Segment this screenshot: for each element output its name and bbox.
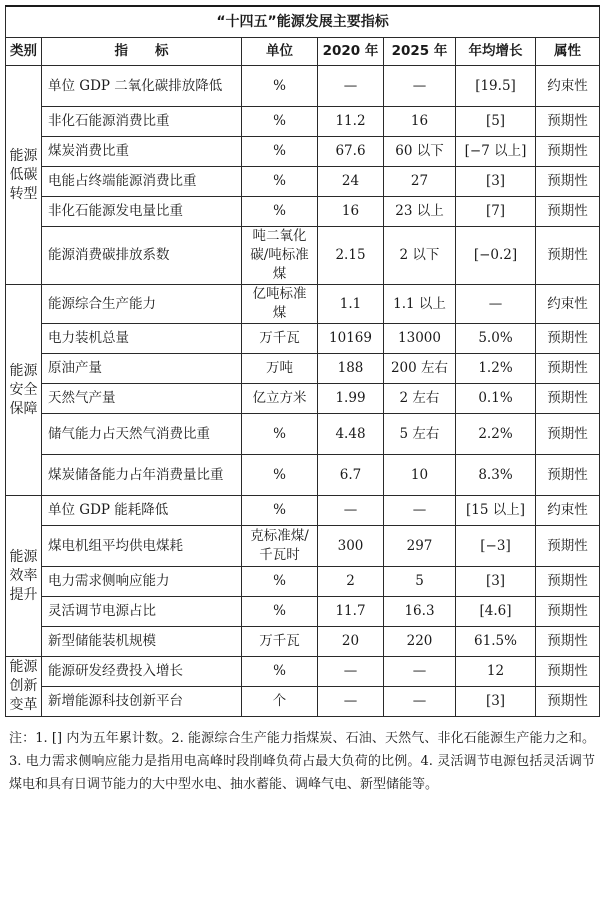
y2025-cell: 23 以上 — [384, 197, 456, 227]
growth-cell: [15 以上] — [456, 496, 536, 526]
unit-cell: % — [242, 597, 318, 627]
growth-cell: [19.5] — [456, 66, 536, 107]
table-row — [6, 167, 600, 197]
y2025-cell: 16.3 — [384, 597, 456, 627]
table-row — [6, 687, 600, 717]
attribute-cell: 预期性 — [536, 324, 600, 354]
growth-cell: [7] — [456, 197, 536, 227]
table-row — [6, 384, 600, 414]
growth-cell: [−0.2] — [456, 227, 536, 285]
table-row — [6, 496, 600, 526]
unit-cell: % — [242, 567, 318, 597]
attribute-cell: 预期性 — [536, 687, 600, 717]
growth-cell: 0.1% — [456, 384, 536, 414]
attribute-cell: 预期性 — [536, 384, 600, 414]
attribute-cell: 预期性 — [536, 354, 600, 384]
y2020-cell: — — [318, 496, 384, 526]
y2020-cell: 1.1 — [318, 285, 384, 324]
table-title: “十四五”能源发展主要指标 — [6, 6, 600, 38]
y2025-cell: — — [384, 496, 456, 526]
category-label: 能源 — [9, 147, 38, 164]
y2025-cell: 2 以下 — [384, 227, 456, 285]
y2020-cell: — — [318, 66, 384, 107]
growth-cell: [3] — [456, 687, 536, 717]
y2020-cell: 24 — [318, 167, 384, 197]
category-cell — [6, 66, 42, 285]
table-row — [6, 414, 600, 455]
y2020-cell: 2 — [318, 567, 384, 597]
indicator-cell: 储气能力占天然气消费比重 — [42, 414, 242, 455]
table-row — [6, 197, 600, 227]
y2020-cell: 16 — [318, 197, 384, 227]
growth-cell: 1.2% — [456, 354, 536, 384]
table-row — [6, 227, 600, 285]
y2025-cell: — — [384, 66, 456, 107]
y2020-cell: 11.2 — [318, 107, 384, 137]
table-row — [6, 66, 600, 107]
indicator-cell: 单位 GDP 能耗降低 — [42, 496, 242, 526]
indicator-cell: 电力需求侧响应能力 — [42, 567, 242, 597]
attribute-cell: 预期性 — [536, 657, 600, 687]
attribute-cell: 预期性 — [536, 597, 600, 627]
unit-cell: 万千瓦 — [242, 627, 318, 657]
attribute-cell: 预期性 — [536, 137, 600, 167]
y2025-cell: 5 左右 — [384, 414, 456, 455]
table-row — [6, 354, 600, 384]
y2020-cell: 1.99 — [318, 384, 384, 414]
unit-cell: % — [242, 66, 318, 107]
unit-cell: % — [242, 167, 318, 197]
indicator-cell: 新增能源科技创新平台 — [42, 687, 242, 717]
category-cell — [6, 657, 42, 717]
header-growth: 年均增长 — [456, 38, 536, 66]
y2020-cell: 300 — [318, 526, 384, 567]
y2025-cell: 16 — [384, 107, 456, 137]
header-unit: 单位 — [242, 38, 318, 66]
y2020-cell: 188 — [318, 354, 384, 384]
unit-cell: % — [242, 496, 318, 526]
unit-cell: 万吨 — [242, 354, 318, 384]
y2025-cell: 60 以下 — [384, 137, 456, 167]
category-label: 能源 — [9, 659, 38, 675]
unit-cell: % — [242, 657, 318, 687]
unit-cell: 克标准煤/千瓦时 — [242, 526, 318, 567]
attribute-cell: 预期性 — [536, 167, 600, 197]
attribute-cell: 预期性 — [536, 567, 600, 597]
table-row — [6, 597, 600, 627]
category-cell — [6, 496, 42, 657]
y2025-cell: 13000 — [384, 324, 456, 354]
indicator-cell: 非化石能源发电量比重 — [42, 197, 242, 227]
indicator-cell: 电能占终端能源消费比重 — [42, 167, 242, 197]
indicator-cell: 煤电机组平均供电煤耗 — [42, 526, 242, 567]
category-label: 效率 — [9, 567, 38, 584]
unit-cell: 个 — [242, 687, 318, 717]
y2020-cell: — — [318, 657, 384, 687]
unit-cell: % — [242, 107, 318, 137]
unit-cell: 亿立方米 — [242, 384, 318, 414]
indicator-cell: 能源消费碳排放系数 — [42, 227, 242, 285]
y2025-cell: 5 — [384, 567, 456, 597]
header-attribute: 属性 — [536, 38, 600, 66]
header-indicator: 指 标 — [42, 38, 242, 66]
unit-cell: 亿吨标准煤 — [242, 285, 318, 324]
growth-cell: 5.0% — [456, 324, 536, 354]
growth-cell: [5] — [456, 107, 536, 137]
attribute-cell: 约束性 — [536, 285, 600, 324]
attribute-cell: 预期性 — [536, 227, 600, 285]
growth-cell: — — [456, 285, 536, 324]
attribute-cell: 预期性 — [536, 107, 600, 137]
table-row — [6, 324, 600, 354]
category-label: 能源 — [9, 548, 38, 565]
indicator-cell: 煤炭储备能力占年消费量比重 — [42, 455, 242, 496]
y2020-cell: — — [318, 687, 384, 717]
category-label: 低碳 — [9, 166, 38, 183]
growth-cell: 2.2% — [456, 414, 536, 455]
header-category: 类别 — [6, 38, 42, 66]
y2025-cell: 1.1 以上 — [384, 285, 456, 324]
attribute-cell: 预期性 — [536, 414, 600, 455]
table-row — [6, 627, 600, 657]
unit-cell: % — [242, 197, 318, 227]
table-row — [6, 137, 600, 167]
attribute-cell: 约束性 — [536, 496, 600, 526]
category-label: 创新 — [9, 678, 38, 694]
y2025-cell: 10 — [384, 455, 456, 496]
y2025-cell: 2 左右 — [384, 384, 456, 414]
unit-cell: % — [242, 137, 318, 167]
attribute-cell: 预期性 — [536, 627, 600, 657]
category-label: 保障 — [9, 400, 38, 417]
category-label: 转型 — [9, 185, 38, 202]
header-2020: 2020 年 — [318, 38, 384, 66]
category-label: 提升 — [9, 586, 38, 603]
y2020-cell: 67.6 — [318, 137, 384, 167]
header-2025: 2025 年 — [384, 38, 456, 66]
attribute-cell: 预期性 — [536, 455, 600, 496]
y2020-cell: 2.15 — [318, 227, 384, 285]
y2025-cell: — — [384, 687, 456, 717]
unit-cell: % — [242, 414, 318, 455]
table-row — [6, 526, 600, 567]
unit-cell: 吨二氧化碳/吨标准煤 — [242, 227, 318, 285]
indicator-cell: 电力装机总量 — [42, 324, 242, 354]
y2025-cell: 297 — [384, 526, 456, 567]
growth-cell: [4.6] — [456, 597, 536, 627]
y2020-cell: 20 — [318, 627, 384, 657]
growth-cell: [3] — [456, 567, 536, 597]
y2020-cell: 11.7 — [318, 597, 384, 627]
y2020-cell: 4.48 — [318, 414, 384, 455]
indicator-cell: 原油产量 — [42, 354, 242, 384]
attribute-cell: 约束性 — [536, 66, 600, 107]
y2025-cell: 200 左右 — [384, 354, 456, 384]
table-row — [6, 285, 600, 324]
y2020-cell: 10169 — [318, 324, 384, 354]
growth-cell: [3] — [456, 167, 536, 197]
category-label: 能源 — [9, 362, 38, 379]
y2025-cell: 27 — [384, 167, 456, 197]
y2020-cell: 6.7 — [318, 455, 384, 496]
indicator-cell: 非化石能源消费比重 — [42, 107, 242, 137]
growth-cell: 61.5% — [456, 627, 536, 657]
growth-cell: 12 — [456, 657, 536, 687]
indicator-cell: 新型储能装机规模 — [42, 627, 242, 657]
table-row — [6, 455, 600, 496]
indicator-cell: 天然气产量 — [42, 384, 242, 414]
growth-cell: [−7 以上] — [456, 137, 536, 167]
indicator-cell: 灵活调节电源占比 — [42, 597, 242, 627]
y2025-cell: 220 — [384, 627, 456, 657]
growth-cell: 8.3% — [456, 455, 536, 496]
unit-cell: % — [242, 455, 318, 496]
unit-cell: 万千瓦 — [242, 324, 318, 354]
category-label: 变革 — [9, 697, 38, 713]
table-row — [6, 567, 600, 597]
attribute-cell: 预期性 — [536, 526, 600, 567]
attribute-cell: 预期性 — [536, 197, 600, 227]
indicator-cell: 能源综合生产能力 — [42, 285, 242, 324]
y2025-cell: — — [384, 657, 456, 687]
header-row — [6, 38, 600, 66]
growth-cell: [−3] — [456, 526, 536, 567]
indicator-cell: 单位 GDP 二氧化碳排放降低 — [42, 66, 242, 107]
indicator-cell: 能源研发经费投入增长 — [42, 657, 242, 687]
category-label: 安全 — [9, 381, 38, 398]
indicator-cell: 煤炭消费比重 — [42, 137, 242, 167]
table-body — [6, 66, 600, 717]
table-row — [6, 107, 600, 137]
table-note: 注：1. [] 内为五年累计数。2. 能源综合生产能力指煤炭、石油、天然气、非化石能源生产能力之和。3. 电力需求侧响应能力是指用电高峰时段削峰负荷占最大负荷的比例。4. 灵活调节电源包括灵活调节煤电和具有日调节能力的大中型水电、抽水蓄能、调峰气电、新型储能等。 — [9, 731, 595, 792]
energy-indicator-table — [5, 5, 600, 717]
table-row — [6, 657, 600, 687]
indicator-sheet — [5, 5, 599, 796]
category-cell — [6, 285, 42, 496]
